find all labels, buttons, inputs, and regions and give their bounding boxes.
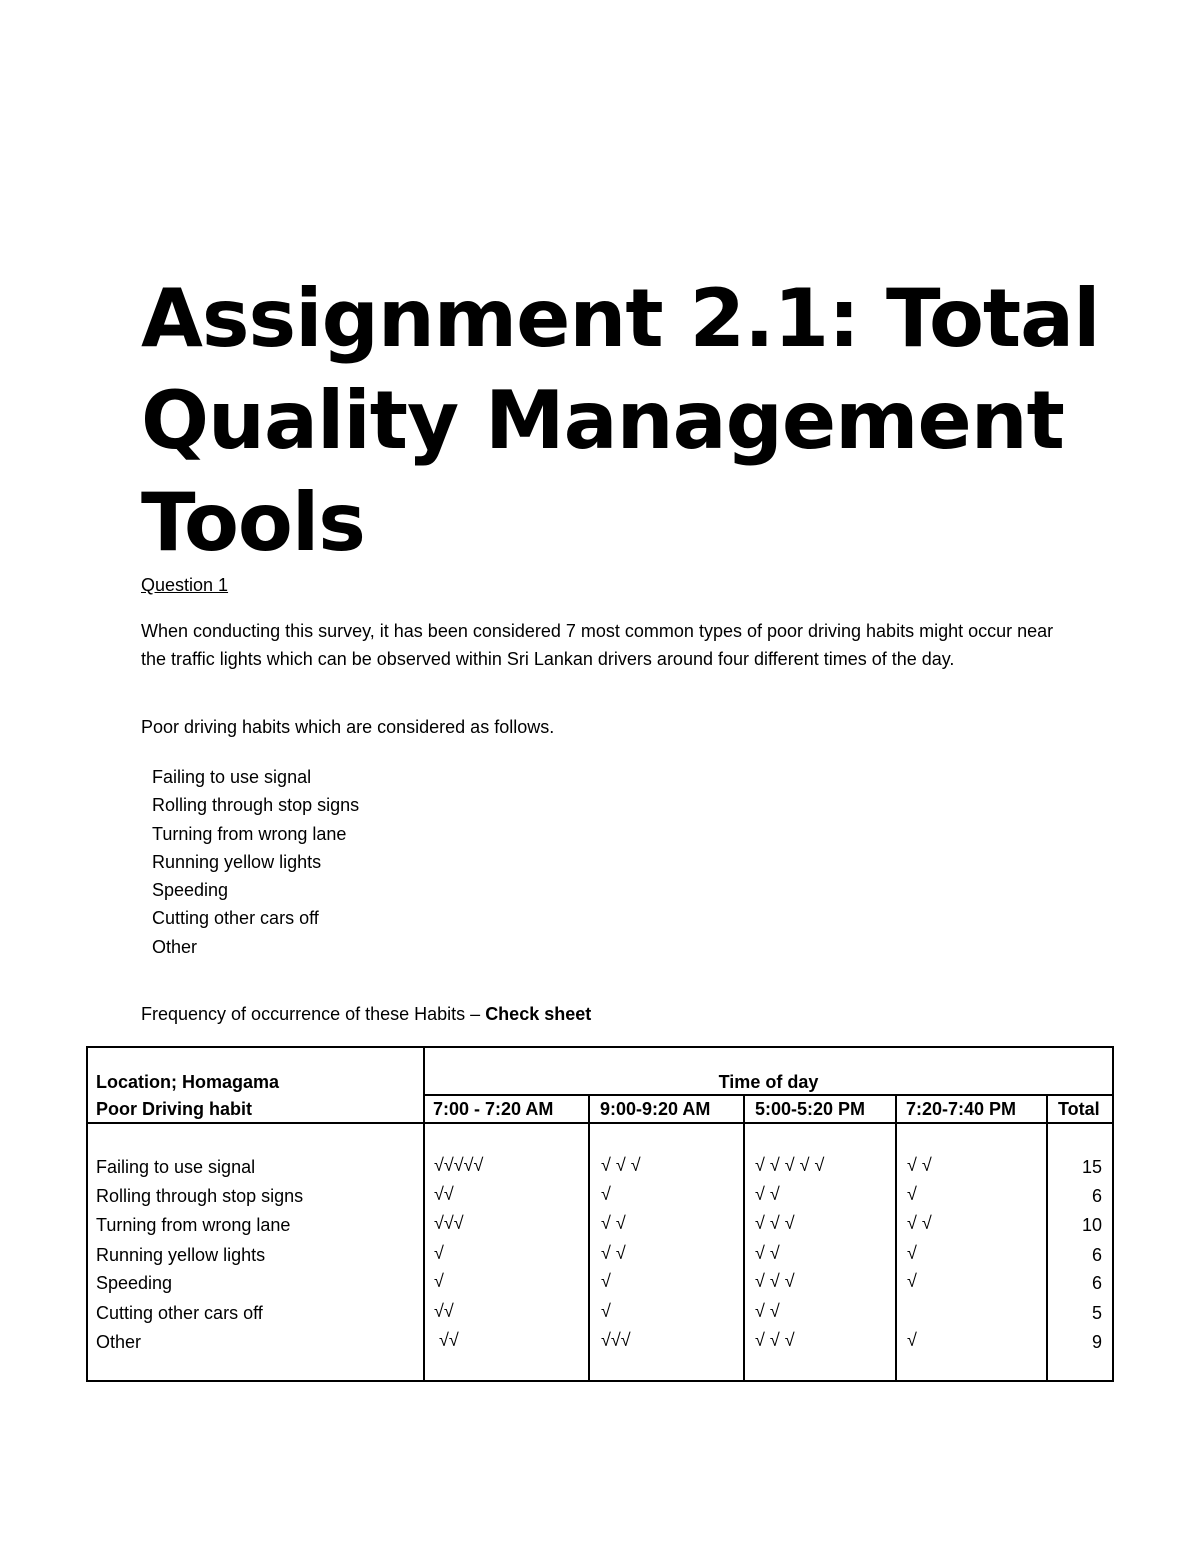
tally-cell: √ — [907, 1330, 917, 1350]
list-item: Cutting other cars off — [152, 908, 319, 929]
tally-cell: √ √ — [755, 1301, 780, 1321]
list-item: Failing to use signal — [152, 767, 312, 787]
tally-cell: √ — [434, 1271, 444, 1291]
tally-cell: √ √ √ — [755, 1271, 795, 1291]
tally-cell: √ √ √ — [601, 1155, 641, 1175]
column-header: 5:00-5:20 PM — [755, 1099, 866, 1119]
tally-cell: √ √ √ — [755, 1213, 795, 1233]
tally-cell: √ — [434, 1243, 444, 1263]
table-divider — [1046, 1094, 1048, 1382]
check-sheet-table — [86, 1046, 1114, 1382]
tally-cell: √ √ — [907, 1155, 932, 1175]
habit-column-header: Poor Driving habit — [96, 1099, 253, 1119]
tally-cell: √√ — [434, 1301, 454, 1321]
tally-cell: √ — [601, 1301, 611, 1321]
total-cell: 15 — [1081, 1157, 1102, 1177]
check-sheet-caption — [141, 1004, 591, 1025]
list-item: Turning from wrong lane — [152, 823, 347, 844]
habit-cell: Turning from wrong lane — [96, 1215, 291, 1235]
total-cell: 10 — [1081, 1215, 1102, 1235]
table-divider — [895, 1094, 897, 1382]
habit-cell: Rolling through stop signs — [96, 1186, 304, 1206]
list-item: Running yellow lights — [152, 851, 322, 872]
list-item: Rolling through stop signs — [152, 795, 360, 816]
total-cell: 6 — [1091, 1245, 1102, 1265]
habit-cell: Cutting other cars off — [96, 1303, 263, 1323]
tally-cell: √√√ — [601, 1330, 631, 1350]
tally-cell: √ √ — [755, 1184, 780, 1204]
column-header: 9:00-9:20 AM — [600, 1099, 711, 1119]
tally-cell: √ √ √ — [755, 1330, 795, 1350]
column-header: 7:20-7:40 PM — [906, 1099, 1017, 1119]
tally-cell: √√√ — [434, 1213, 464, 1233]
tally-cell: √ √ — [907, 1213, 932, 1233]
table-divider — [86, 1122, 1114, 1124]
tally-cell: √√ — [434, 1184, 454, 1204]
tally-cell: √ — [907, 1184, 917, 1204]
total-cell: 6 — [1091, 1273, 1102, 1293]
habit-cell: Other — [96, 1332, 142, 1352]
tally-cell: √ √ — [755, 1243, 780, 1263]
habit-cell: Speeding — [96, 1273, 173, 1293]
tally-cell: √ — [907, 1243, 917, 1263]
table-divider — [423, 1094, 1114, 1096]
table-divider — [588, 1094, 590, 1382]
tally-cell: √ — [601, 1271, 611, 1291]
table-divider — [743, 1094, 745, 1382]
page-title: Assignment 2.1: Total Quality Management Tools — [141, 272, 1100, 569]
list-item: Speeding — [152, 880, 229, 901]
table-divider — [423, 1046, 425, 1382]
time-of-day-header: Time of day — [718, 1072, 819, 1092]
caption-bold: Check sheet — [485, 1004, 592, 1024]
habits-intro: Poor driving habits which are considered as follows. — [141, 717, 555, 737]
tally-cell: √ √ — [601, 1213, 626, 1233]
total-cell: 5 — [1091, 1303, 1102, 1323]
total-cell: 6 — [1091, 1186, 1102, 1206]
total-cell: 9 — [1091, 1332, 1102, 1352]
tally-cell: √ — [601, 1184, 611, 1204]
question-label: Question 1 — [141, 575, 229, 595]
habit-cell: Failing to use signal — [96, 1157, 256, 1177]
caption-prefix: Frequency of occurrence of these Habits – — [141, 1004, 486, 1024]
tally-cell: √√√√√ — [434, 1155, 484, 1175]
tally-cell: √ — [907, 1271, 917, 1291]
list-item: Other — [152, 936, 198, 957]
tally-cell: √√ — [434, 1330, 459, 1350]
location-label: Location; Homagama — [96, 1072, 280, 1092]
survey-paragraph: When conducting this survey, it has been considered 7 most common types of poor driving habits might occur near the traffic lights which can be observed within Sri Lankan drivers around four different times of the day. — [141, 621, 1054, 670]
total-header: Total — [1058, 1099, 1100, 1119]
column-header: 7:00 - 7:20 AM — [433, 1099, 554, 1119]
habit-list — [152, 763, 359, 961]
tally-cell: √ √ √ √ √ — [755, 1155, 825, 1175]
habit-cell: Running yellow lights — [96, 1245, 266, 1265]
tally-cell: √ √ — [601, 1243, 626, 1263]
